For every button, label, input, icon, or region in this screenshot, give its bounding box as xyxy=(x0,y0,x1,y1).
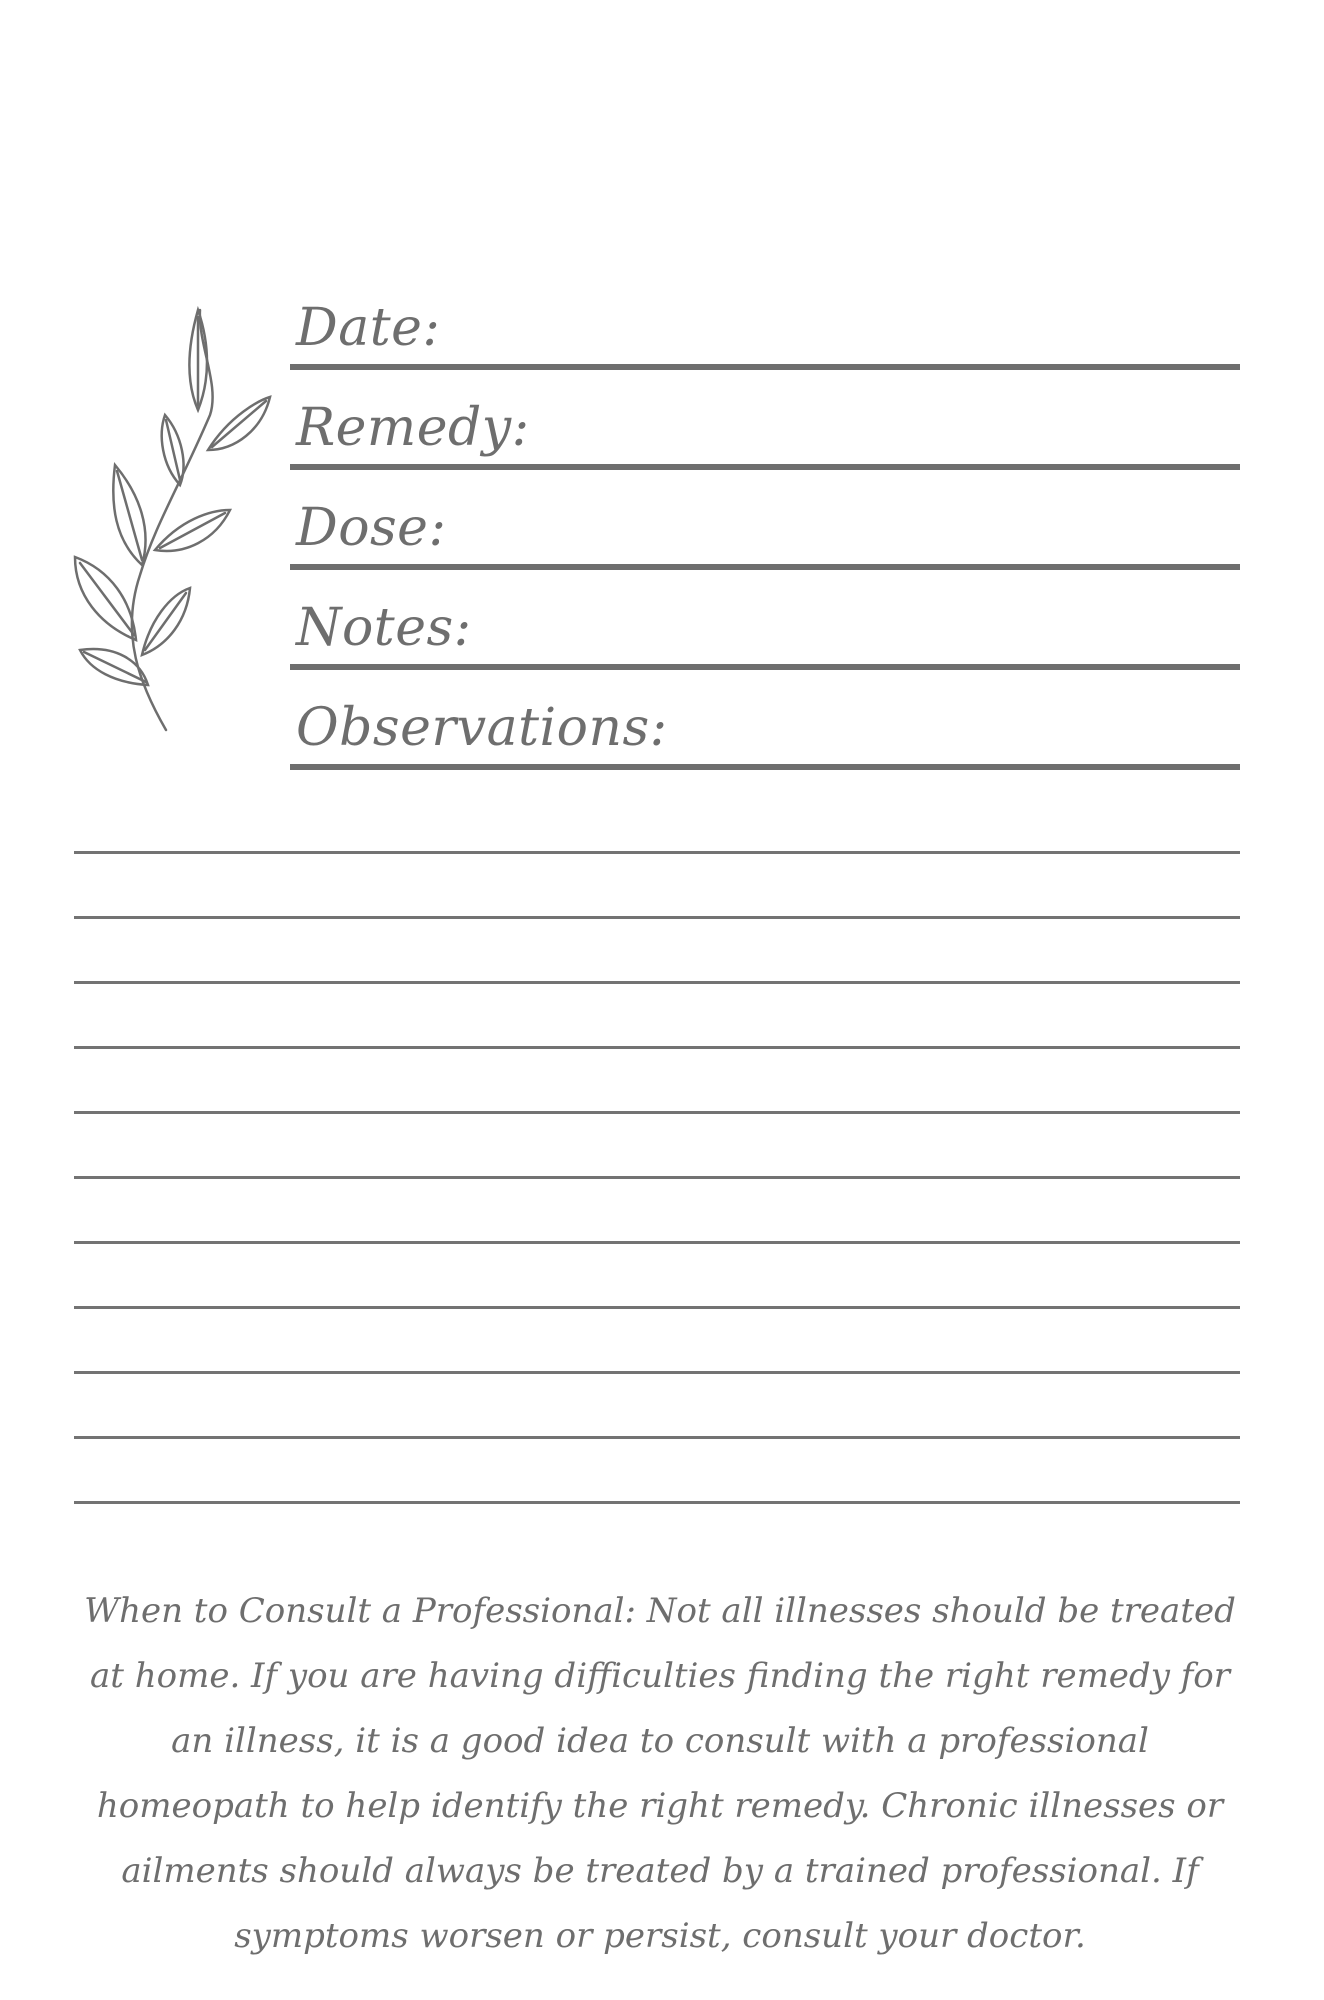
writing-line xyxy=(74,1241,1240,1244)
notes-label: Notes: xyxy=(296,598,472,658)
dose-underline xyxy=(290,564,1240,570)
notes-field[interactable] xyxy=(290,590,1240,670)
notes-underline xyxy=(290,664,1240,670)
date-field[interactable] xyxy=(290,290,1240,370)
date-underline xyxy=(290,364,1240,370)
remedy-label: Remedy: xyxy=(296,398,530,458)
date-label: Date: xyxy=(296,298,441,358)
writing-line xyxy=(74,981,1240,984)
writing-line xyxy=(74,1501,1240,1504)
writing-line xyxy=(74,1436,1240,1439)
leaf-branch-icon xyxy=(70,305,280,735)
writing-line xyxy=(74,1371,1240,1374)
writing-line xyxy=(74,1111,1240,1114)
writing-line xyxy=(74,1176,1240,1179)
remedy-field[interactable] xyxy=(290,390,1240,470)
writing-line xyxy=(74,1046,1240,1049)
observations-label: Observations: xyxy=(296,698,668,758)
writing-line xyxy=(74,1306,1240,1309)
remedy-underline xyxy=(290,464,1240,470)
dose-label: Dose: xyxy=(296,498,447,558)
observations-underline xyxy=(290,764,1240,770)
dose-field[interactable] xyxy=(290,490,1240,570)
writing-line xyxy=(74,916,1240,919)
writing-line xyxy=(74,851,1240,854)
observations-field[interactable] xyxy=(290,690,1240,770)
disclaimer-text: When to Consult a Professional: Not all illnesses should be treated at home. If you are having difficulties finding the right remedy for an illness, it is a good idea to consult with a professional homeopath to help identify the right remedy. Chronic illnesses or ailments should always be treated by a trained professional. If symptoms worsen or persist, consult your doctor. xyxy=(84,1591,1236,1956)
